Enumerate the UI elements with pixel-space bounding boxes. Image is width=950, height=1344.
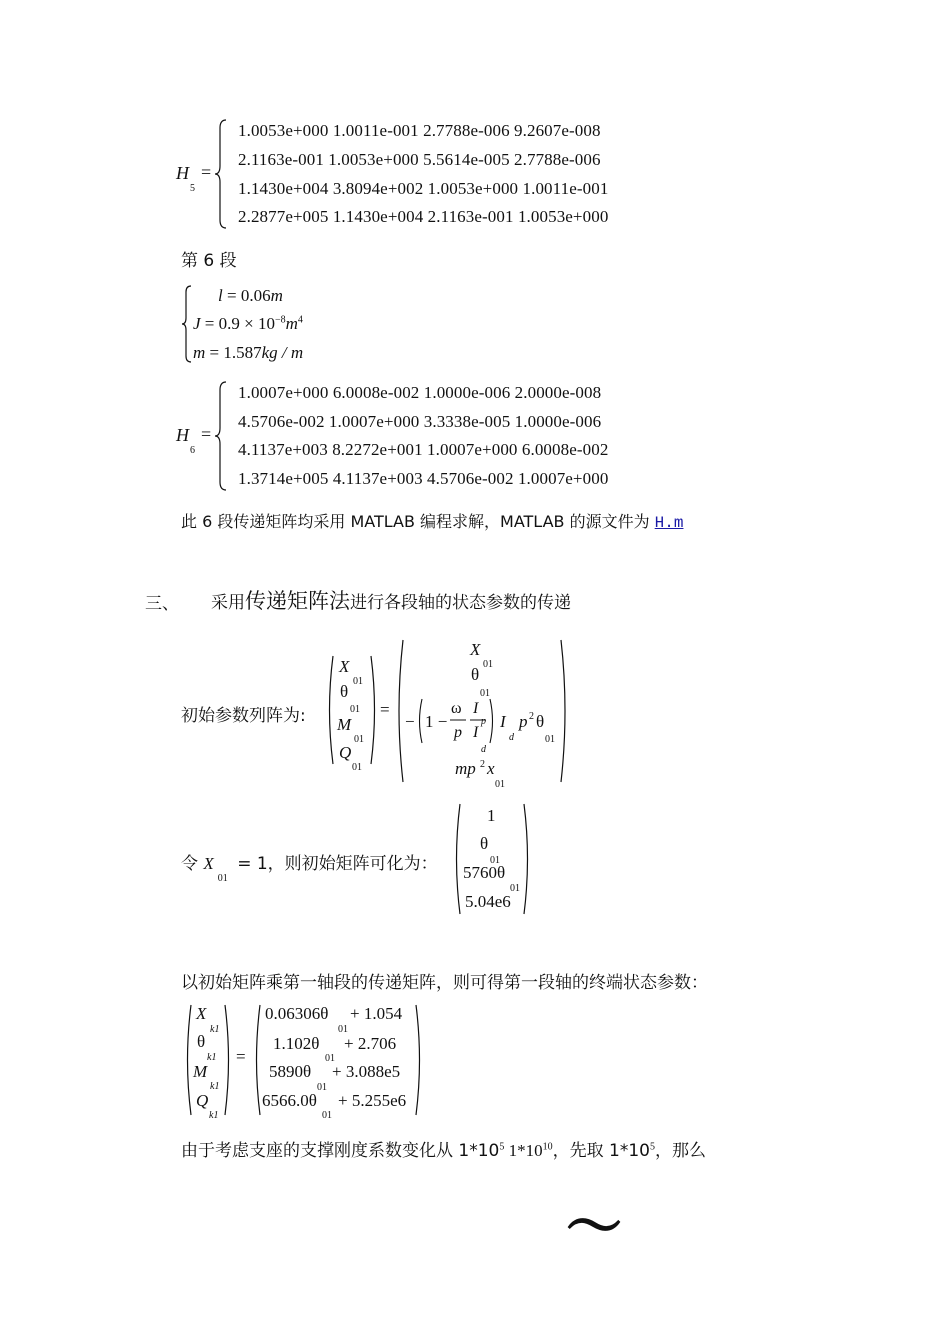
h6-left-brace bbox=[214, 380, 228, 492]
first-rhs-row-1: 0.06306θ bbox=[265, 1004, 329, 1023]
first-lhs-x-sub: k1 bbox=[210, 1024, 220, 1035]
first-rhs-row-2-sub: 01 bbox=[325, 1053, 335, 1064]
seg6-left-brace bbox=[181, 284, 193, 364]
h5-row-1: 1.0053e+000 1.0011e-001 2.7788e-006 9.2607e-008 bbox=[238, 121, 601, 140]
h6-subscript: 6 bbox=[190, 445, 195, 456]
rhs-row3-one: 1 − bbox=[425, 712, 448, 731]
rhs-theta-sub: 01 bbox=[480, 688, 490, 699]
lhs-m: M bbox=[337, 715, 352, 734]
first-rhs-row-4-tail: + 5.255e6 bbox=[338, 1091, 407, 1110]
source-file-link[interactable]: H.m bbox=[654, 514, 684, 532]
lhs-q: Q bbox=[339, 743, 352, 762]
h6-equals: = bbox=[201, 424, 212, 444]
seg6-mass: m = 1.587kg / m bbox=[193, 343, 304, 362]
initial-equals: = bbox=[380, 700, 390, 719]
h5-left-brace bbox=[214, 118, 228, 230]
first-lhs-m: M bbox=[193, 1062, 208, 1081]
footer-tilde-mark: 〜 bbox=[566, 1197, 622, 1259]
segment-6-heading: 第 6 段 bbox=[181, 251, 237, 271]
initial-vector-label: 初始参数列阵为: bbox=[181, 706, 306, 726]
rhs-row3-id: I bbox=[473, 724, 479, 741]
first-lhs-q: Q bbox=[196, 1091, 209, 1110]
lhs-x-sub: 01 bbox=[353, 676, 363, 687]
rhs-row3-ip: I bbox=[473, 700, 479, 717]
first-lhs-x: X bbox=[196, 1004, 207, 1023]
first-lhs-theta-sub: k1 bbox=[207, 1052, 217, 1063]
first-segment-text: 以初始矩阵乘第一轴段的传递矩阵，则可得第一段轴的终端状态参数： bbox=[181, 973, 708, 993]
rhs-row3-I: I bbox=[500, 712, 506, 731]
h5-row-3: 1.1430e+004 3.8094e+002 1.0053e+000 1.0011e-001 bbox=[238, 179, 609, 198]
h6-row-2: 4.5706e-002 1.0007e+000 3.3338e-005 1.0000e-006 bbox=[238, 412, 602, 431]
first-rhs-row-4: 6566.0θ bbox=[262, 1091, 317, 1110]
let-x-row-2: θ bbox=[480, 834, 489, 853]
first-lhs-m-sub: k1 bbox=[210, 1081, 220, 1092]
rhs-row4-mp: mp bbox=[455, 759, 476, 778]
h6-row-3: 4.1137e+003 8.2272e+001 1.0007e+000 6.0008e-002 bbox=[238, 440, 609, 459]
matlab-note: 此 6 段传递矩阵均采用 MATLAB 编程求解，MATLAB 的源文件为 H.m bbox=[181, 512, 684, 532]
lhs-q-sub: 01 bbox=[352, 762, 362, 773]
rhs-theta: θ bbox=[471, 665, 480, 684]
rhs-row4-x: x bbox=[487, 759, 495, 778]
h5-row-2: 2.1163e-001 1.0053e+000 5.5614e-005 2.7788e-006 bbox=[238, 150, 601, 169]
h5-subscript: 5 bbox=[190, 183, 195, 194]
section-3-number: 三、 bbox=[145, 594, 179, 614]
first-lhs-q-sub: k1 bbox=[209, 1110, 219, 1121]
rhs-row3-minus: − bbox=[405, 712, 415, 731]
rhs-row3-p2-exp: 2 bbox=[529, 711, 534, 722]
lhs-x: X bbox=[339, 657, 350, 676]
stiffness-sentence: 由于考虑支座的支撑刚度系数变化从 $1*10^5$ $1*10^{10}$，先取 $1*10^5$，那么 bbox=[181, 1141, 706, 1161]
lhs-theta: θ bbox=[340, 682, 349, 701]
rhs-x-sub: 01 bbox=[483, 659, 493, 670]
rhs-row3-theta: θ bbox=[536, 712, 545, 731]
seg6-length: l = 0.06m bbox=[218, 286, 283, 305]
let-x-row-4: 5.04e6 bbox=[465, 892, 511, 911]
rhs-row3-id-sub: d bbox=[481, 744, 486, 755]
rhs-x: X bbox=[470, 640, 481, 659]
lhs-m-sub: 01 bbox=[354, 734, 364, 745]
rhs-row3-p: p bbox=[454, 724, 462, 741]
first-rhs-row-3-tail: + 3.088e5 bbox=[332, 1062, 401, 1081]
let-x-row-1: 1 bbox=[487, 806, 496, 825]
h6-row-4: 1.3714e+005 4.1137e+003 4.5706e-002 1.0007e+000 bbox=[238, 469, 609, 488]
first-rhs-row-1-sub: 01 bbox=[338, 1024, 348, 1035]
seg6-inertia: $J = 0.9 \times 10^{-8}m^4$ bbox=[193, 314, 303, 333]
rhs-row3-p2: p bbox=[519, 712, 528, 731]
let-x-text: 令 $X_{01} = 1$，则初始矩阵可化为： bbox=[181, 854, 438, 884]
rhs-row4-exp: 2 bbox=[480, 759, 485, 770]
h5-row-4: 2.2877e+005 1.1430e+004 2.1163e-001 1.0053e+000 bbox=[238, 207, 609, 226]
let-x-row-2-sub: 01 bbox=[490, 855, 500, 866]
rhs-row3-I-sub: d bbox=[509, 732, 514, 743]
rhs-row3-ip-sub: p bbox=[481, 716, 486, 727]
h6-row-1: 1.0007e+000 6.0008e-002 1.0000e-006 2.0000e-008 bbox=[238, 383, 602, 402]
h5-equals: = bbox=[201, 162, 212, 182]
lhs-theta-sub: 01 bbox=[350, 704, 360, 715]
first-rhs-row-2: 1.102θ bbox=[273, 1034, 320, 1053]
first-equals: = bbox=[236, 1047, 246, 1066]
first-rhs-row-2-tail: + 2.706 bbox=[344, 1034, 397, 1053]
rhs-row3-omega: ω bbox=[451, 700, 462, 717]
first-rhs-row-1-tail: + 1.054 bbox=[350, 1004, 403, 1023]
h5-symbol: H bbox=[176, 163, 189, 183]
rhs-row3-theta-sub: 01 bbox=[545, 734, 555, 745]
first-rhs-row-3-sub: 01 bbox=[317, 1082, 327, 1093]
first-rhs-row-4-sub: 01 bbox=[322, 1110, 332, 1121]
let-x-row-3: 5760θ bbox=[463, 863, 506, 882]
h6-symbol: H bbox=[176, 425, 189, 445]
first-rhs-row-3: 5890θ bbox=[269, 1062, 312, 1081]
section-3-heading: 采用传递矩阵法进行各段轴的状态参数的传递 bbox=[211, 589, 571, 613]
let-x-row-3-sub: 01 bbox=[510, 883, 520, 894]
first-lhs-theta: θ bbox=[197, 1032, 206, 1051]
rhs-row4-x-sub: 01 bbox=[495, 779, 505, 790]
